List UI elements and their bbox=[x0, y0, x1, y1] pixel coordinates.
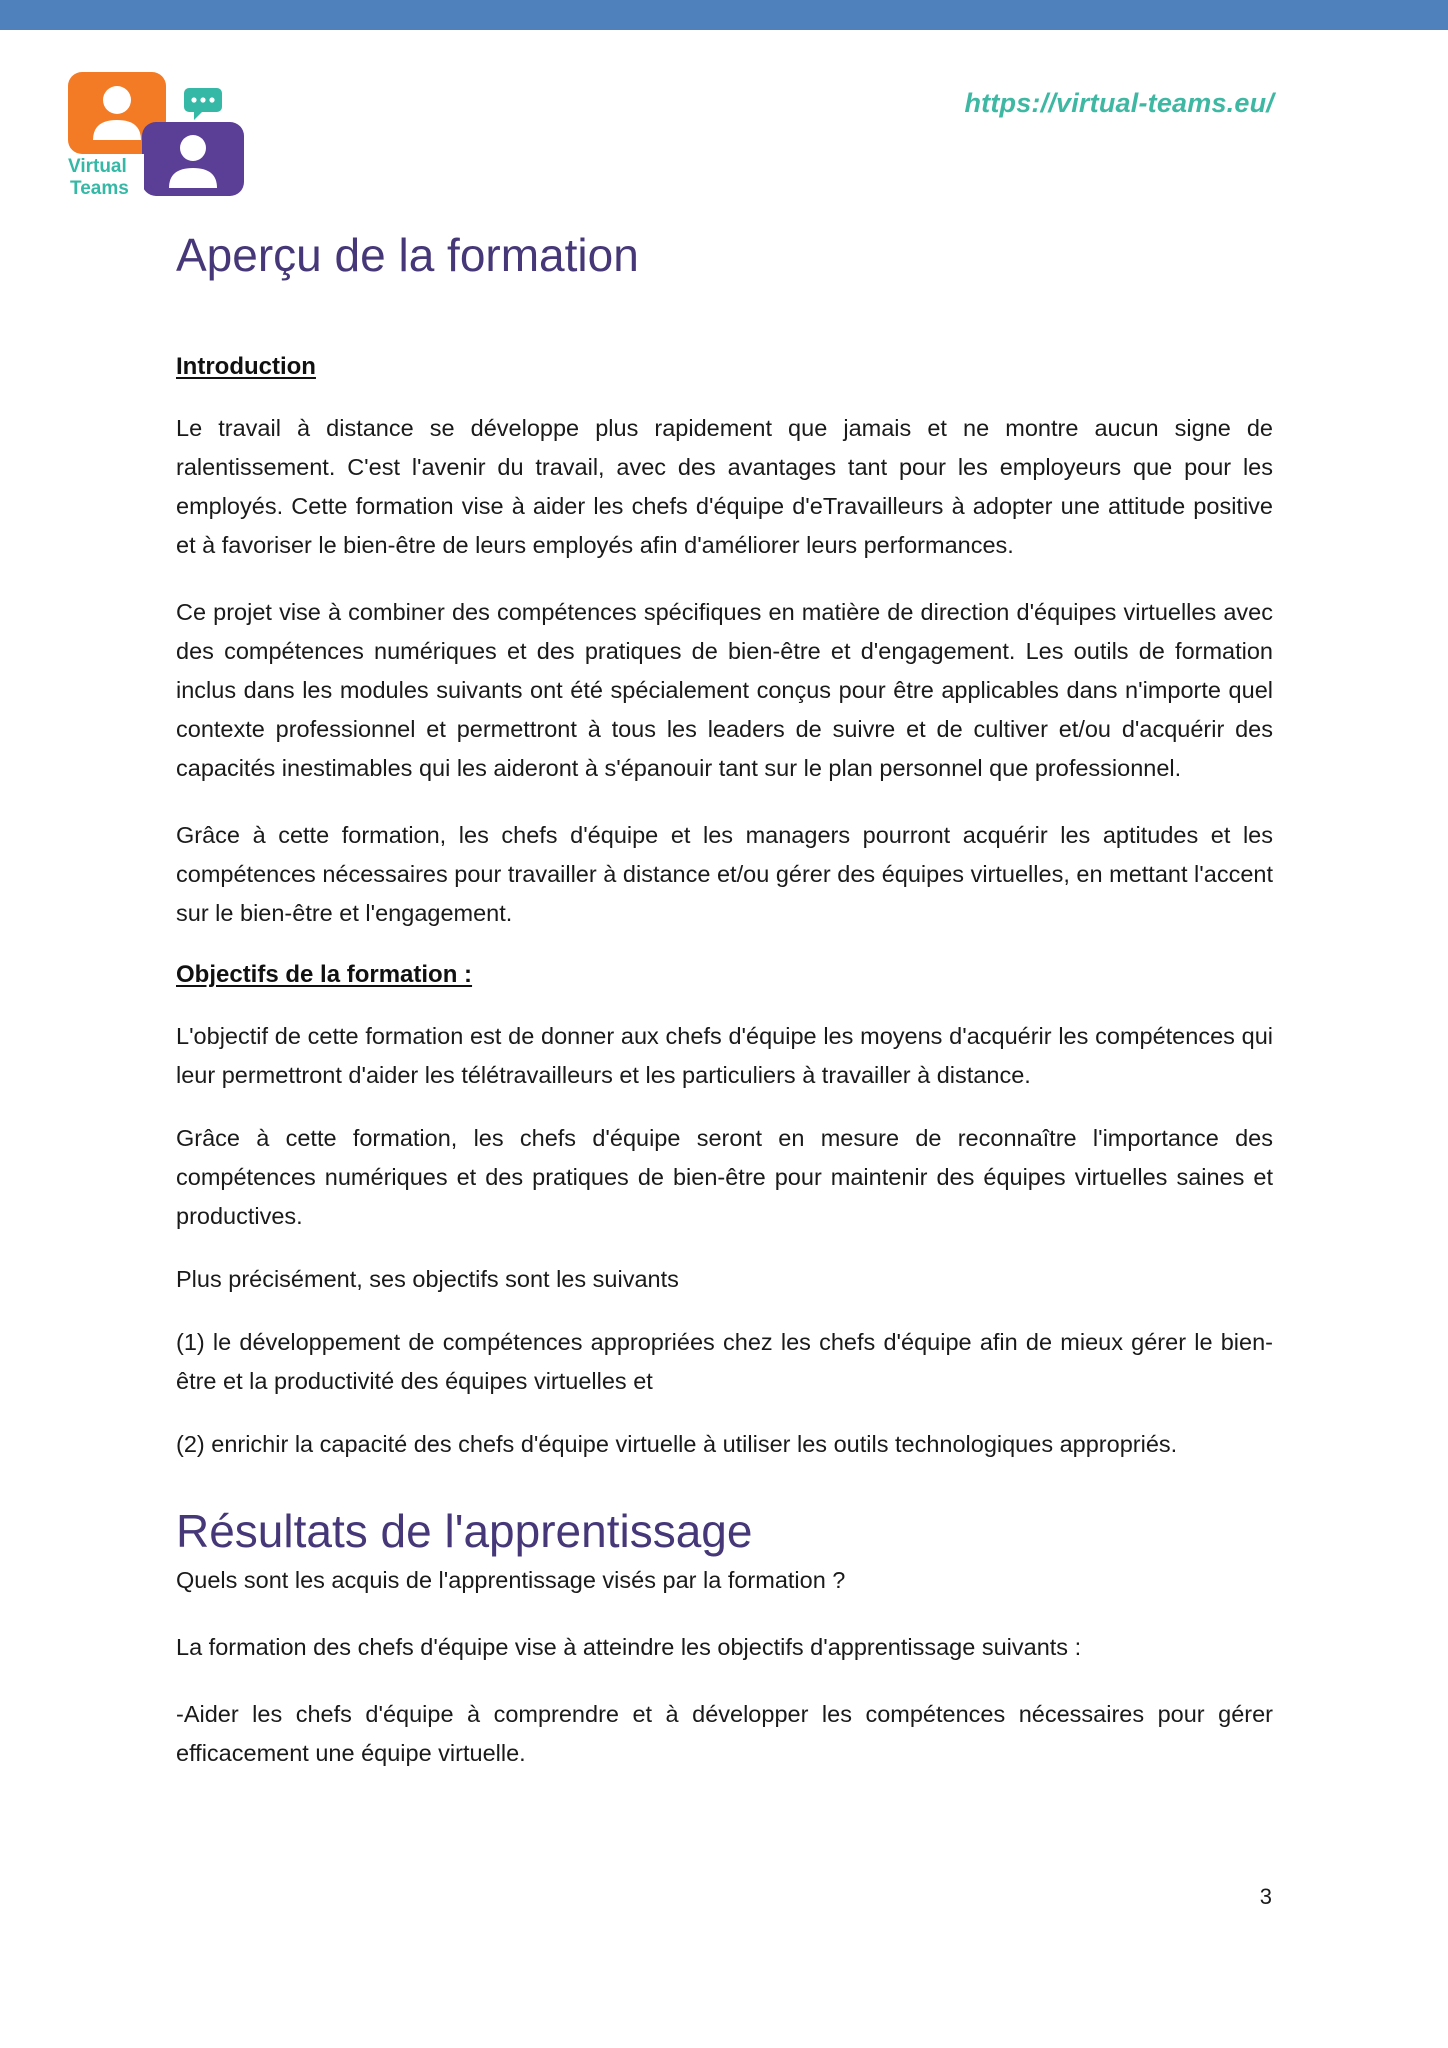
paragraph-objectifs-3: Plus précisément, ses objectifs sont les suivants bbox=[176, 1266, 679, 1293]
paragraph-objectifs-1: L'objectif de cette formation est de donner aux chefs d'équipe les moyens d'acquérir les compétences qui leur permettront d'aider les télétravailleurs et les particuliers à travailler à distance. bbox=[176, 1023, 1273, 1089]
svg-text:Teams: Teams bbox=[70, 178, 129, 198]
paragraph-resultats-1: Quels sont les acquis de l'apprentissage visés par la formation ? bbox=[176, 1567, 846, 1594]
heading-introduction: Introduction bbox=[176, 353, 316, 381]
website-url: https://virtual-teams.eu/ bbox=[964, 88, 1274, 118]
objective-item-2: (2) enrichir la capacité des chefs d'équipe virtuelle à utiliser les outils technologiques appropriés. bbox=[176, 1431, 1178, 1458]
heading-objectifs: Objectifs de la formation : bbox=[176, 961, 473, 989]
top-color-bar bbox=[0, 0, 1448, 30]
page-content bbox=[176, 228, 1273, 1801]
virtual-teams-logo bbox=[66, 70, 246, 198]
paragraph-objectifs-2: Grâce à cette formation, les chefs d'équipe seront en mesure de reconnaître l'importance des compétences numériques et des pratiques de bien-être pour maintenir des équipes virtuelles saines et productives. bbox=[176, 1125, 1273, 1230]
svg-text:Virtual: Virtual bbox=[68, 156, 127, 177]
logo-graphic bbox=[66, 70, 246, 198]
paragraph-intro-1: Le travail à distance se développe plus rapidement que jamais et ne montre aucun signe de ralentissement. C'est l'avenir du travail, avec des avantages tant pour les employeurs que pour les employés. Cette formation vise à aider les chefs d'équipe d'eTravailleurs à adopter une attitude positive et à favoriser le bien-être de leurs employés afin d'améliorer leurs performances. bbox=[176, 415, 1273, 559]
section-title-resultats: Résultats de l'apprentissage bbox=[176, 1505, 753, 1558]
page-number: 3 bbox=[1259, 1884, 1272, 1909]
section-title-apercu: Aperçu de la formation bbox=[176, 229, 639, 281]
paragraph-resultats-3: -Aider les chefs d'équipe à comprendre et à développer les compétences nécessaires pour gérer efficacement une équipe virtuelle. bbox=[176, 1701, 1273, 1767]
paragraph-intro-2: Ce projet vise à combiner des compétences spécifiques en matière de direction d'équipes virtuelles avec des compétences numériques et des pratiques de bien-être et d'engagement. Les outils de formation inclus dans les modules suivants ont été spécialement conçus pour être applicables dans n'importe quel contexte professionnel et permettront à tous les leaders de suivre et de cultiver et/ou d'acquérir des capacités inestimables qui les aideront à s'épanouir tant sur le plan personnel que professionnel. bbox=[176, 599, 1273, 782]
objective-item-1: (1) le développement de compétences appropriées chez les chefs d'équipe afin de mieux gérer le bien-être et la productivité des équipes virtuelles et bbox=[176, 1329, 1273, 1395]
paragraph-intro-3: Grâce à cette formation, les chefs d'équipe et les managers pourront acquérir les aptitudes et les compétences nécessaires pour travailler à distance et/ou gérer des équipes virtuelles, en mettant l'accent sur le bien-être et l'engagement. bbox=[176, 822, 1273, 927]
paragraph-resultats-2: La formation des chefs d'équipe vise à atteindre les objectifs d'apprentissage suivants : bbox=[176, 1634, 1082, 1661]
